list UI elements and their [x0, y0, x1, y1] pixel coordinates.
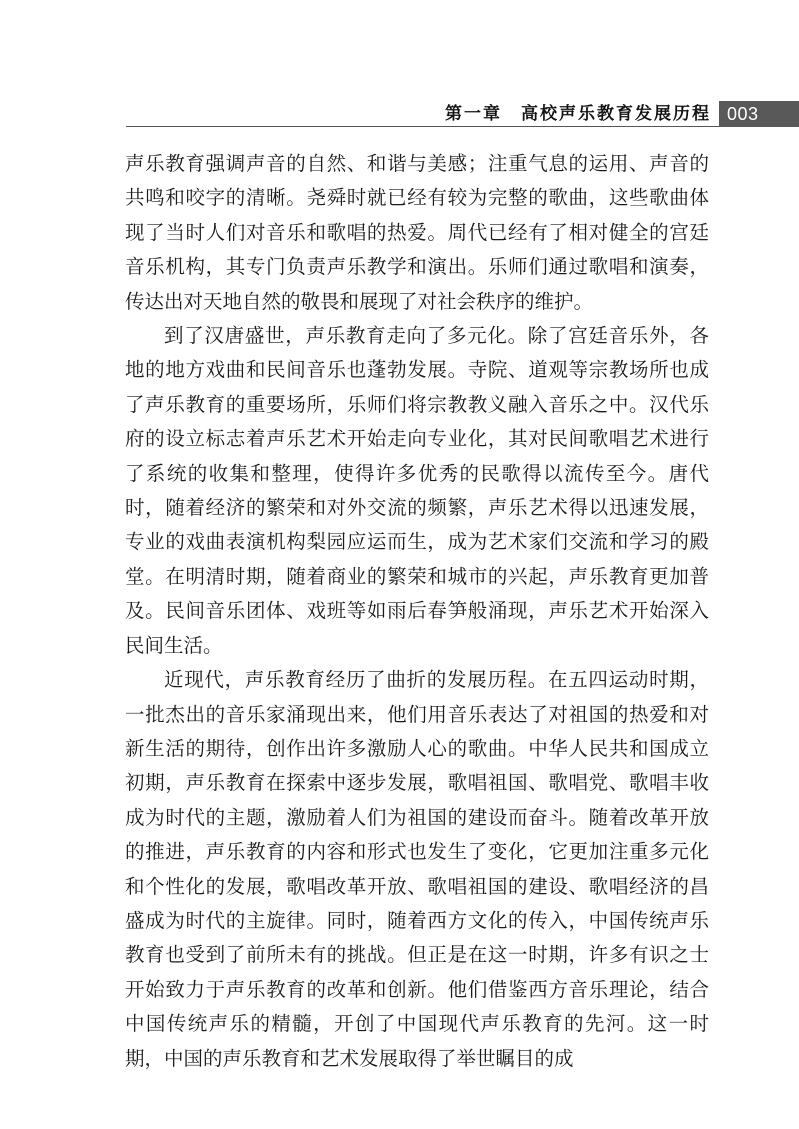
- chapter-title: 第一章 高校声乐教育发展历程: [445, 104, 711, 124]
- running-header: [0, 101, 799, 127]
- page-number: 003: [727, 104, 759, 124]
- paragraph: 到了汉唐盛世，声乐教育走向了多元化。除了宫廷音乐外，各地的地方戏曲和民间音乐也蓬勃发展。寺院、道观等宗教场所也成了声乐教育的重要场所，乐师们将宗教教义融入音乐之中。汉代乐府的设立标志着声乐艺术开始走向专业化，其对民间歌唱艺术进行了系统的收集和整理，使得许多优秀的民歌得以流传至今。唐代时，随着经济的繁荣和对外交流的频繁，声乐艺术得以迅速发展，专业的戏曲表演机构梨园应运而生，成为艺术家们交流和学习的殿堂。在明清时期，随着商业的繁荣和城市的兴起，声乐教育更加普及。民间音乐团体、戏班等如雨后春笋般涌现，声乐艺术开始深入民间生活。: [125, 324, 709, 657]
- body-text: [125, 147, 709, 1076]
- page-number-box: [719, 101, 799, 127]
- paragraph: 近现代，声乐教育经历了曲折的发展历程。在五四运动时期，一批杰出的音乐家涌现出来，他们用音乐表达了对祖国的热爱和对新生活的期待，创作出许多激励人心的歌曲。中华人民共和国成立初期，声乐教育在探索中逐步发展，歌唱祖国、歌唱党、歌唱丰收成为时代的主题，激励着人们为祖国的建设而奋斗。随着改革开放的推进，声乐教育的内容和形式也发生了变化，它更加注重多元化和个性化的发展，歌唱改革开放、歌唱祖国的建设、歌唱经济的昌盛成为时代的主旋律。同时，随着西方文化的传入，中国传统声乐教育也受到了前所未有的挑战。但正是在这一时期，许多有识之士开始致力于声乐教育的改革和创新。他们借鉴西方音乐理论，结合中国传统声乐的精髓，开创了中国现代声乐教育的先河。这一时期，中国的声乐教育和艺术发展取得了举世瞩目的成: [125, 668, 709, 1070]
- paragraph: 声乐教育强调声音的自然、和谐与美感；注重气息的运用、声音的共鸣和咬字的清晰。尧舜时就已经有较为完整的歌曲，这些歌曲体现了当时人们对音乐和歌唱的热爱。周代已经有了相对健全的宫廷音乐机构，其专门负责声乐教学和演出。乐师们通过歌唱和演奏，传达出对天地自然的敬畏和展现了对社会秩序的维护。: [125, 152, 709, 313]
